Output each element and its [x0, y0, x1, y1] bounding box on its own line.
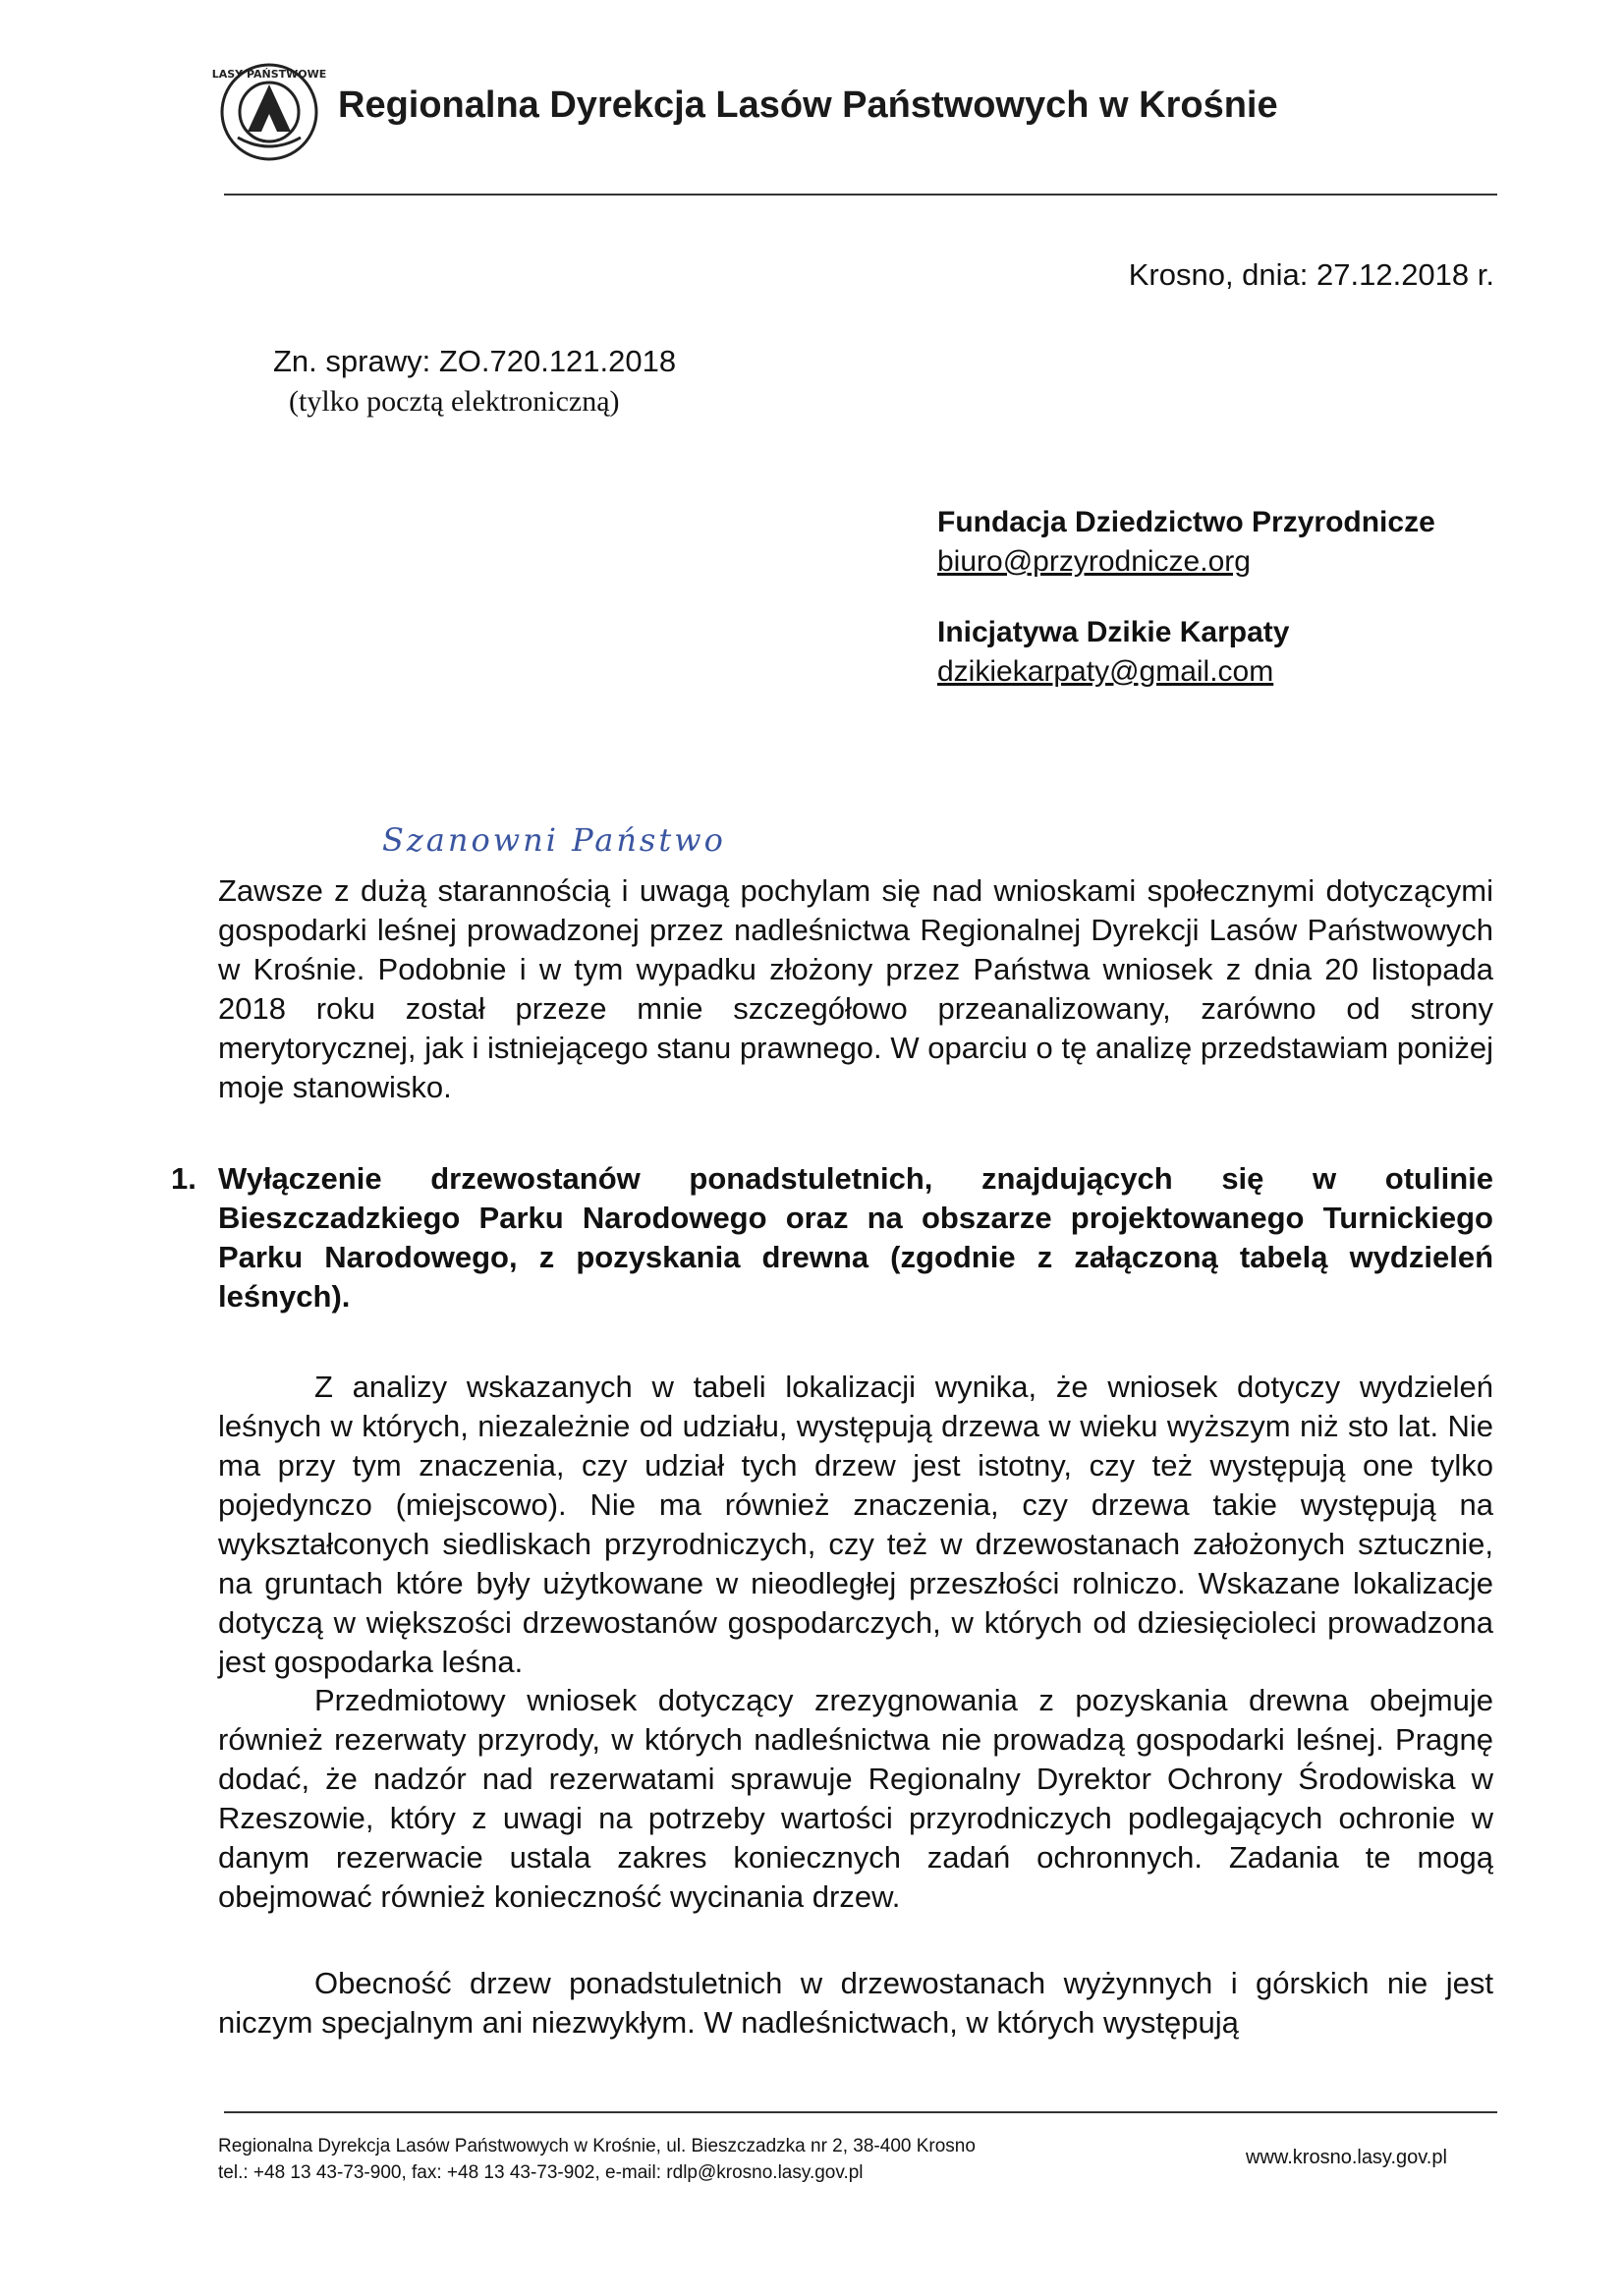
svg-text:Szanowni Państwo: Szanowni Państwo: [382, 821, 726, 859]
handwritten-salutation: [378, 808, 732, 867]
section-number: 1.: [171, 1161, 196, 1196]
footer-phone-email: tel.: +48 13 43-73-900, fax: +48 13 43-73-902, e-mail: rdlp@krosno.lasy.gov.pl: [218, 2162, 864, 2183]
delivery-note: (tylko pocztą elektroniczną): [289, 385, 620, 418]
recipient-1: [937, 506, 1435, 579]
header-divider: [224, 194, 1497, 196]
paragraph-text: Przedmiotowy wniosek dotyczący zrezygnowania z pozyskania drewna obejmuje również rezerwaty przyrody, w których nadleśnictwa nie prowadzą gospodarki leśnej. Pragnę dodać, że nadzór nad rezerwatami sprawuje Regionalny Dyrektor Ochrony Środowiska w Rzeszowie, który z uwagi na potrzeby wartości przyrodniczych podlegających ochronie w danym rezerwacie ustala zakres koniecznych zadań ochronnych. Zadania te mogą obejmować również konieczność wycinania drzew.: [218, 1683, 1493, 1914]
footer-address: Regionalna Dyrekcja Lasów Państwowych w Krośnie, ul. Bieszczadzka nr 2, 38-400 Krosno: [218, 2136, 976, 2156]
footer-contact: [218, 2133, 976, 2186]
lasy-panstwowe-logo: [211, 61, 327, 163]
case-number: Zn. sprawy: ZO.720.121.2018: [273, 344, 677, 378]
paragraph-reserves: [218, 1681, 1493, 1917]
section-title: Wyłączenie drzewostanów ponadstuletnich, znajdujących się w otulinie Bieszczadzkiego Parku Narodowego oraz na obszarze projektowanego Turnickiego Parku Narodowego, z pozyskania drewna (zgodnie z załączoną tabelą wydzieleń leśnych).: [218, 1161, 1493, 1314]
org-title: Regionalna Dyrekcja Lasów Państwowych w Krośnie: [338, 84, 1278, 126]
recipient-email-link[interactable]: biuro@przyrodnicze.org: [937, 545, 1251, 578]
recipient-email-link[interactable]: dzikiekarpaty@gmail.com: [937, 655, 1274, 688]
intro-paragraph: [218, 871, 1493, 1107]
paragraph-old-trees: [218, 1964, 1493, 2043]
recipient-2: [937, 616, 1289, 689]
letter-date: Krosno, dnia: 27.12.2018 r.: [1128, 257, 1494, 292]
recipient-name: Fundacja Dziedzictwo Przyrodnicze: [937, 506, 1435, 538]
svg-text:LASY PAŃSTWOWE: LASY PAŃSTWOWE: [211, 68, 327, 81]
paragraph-text: Zawsze z dużą starannością i uwagą pochylam się nad wnioskami społecznymi dotyczącymi gospodarki leśnej prowadzonej przez nadleśnictwa Regionalnej Dyrekcji Lasów Państwowych w Krośnie. Podobnie i w tym wypadku złożony przez Państwa wniosek z dnia 20 listopada 2018 roku został przeze mnie szczegółowo przeanalizowany, zarówno od strony merytorycznej, jak i istniejącego stanu prawnego. W oparciu o tę analizę przedstawiam poniżej moje stanowisko.: [218, 873, 1493, 1104]
recipient-name: Inicjatywa Dzikie Karpaty: [937, 616, 1290, 648]
paragraph-analysis: [218, 1368, 1493, 1682]
footer-website-link[interactable]: www.krosno.lasy.gov.pl: [1246, 2147, 1447, 2168]
footer-divider: [224, 2111, 1497, 2113]
paragraph-text: Z analizy wskazanych w tabeli lokalizacji wynika, że wniosek dotyczy wydzieleń leśnych w których, niezależnie od udziału, występują drzewa w wieku wyższym niż sto lat. Nie ma przy tym znaczenia, czy udział tych drzew jest istotny, czy też występują one tylko pojedynczo (miejscowo). Nie ma również znaczenia, czy drzewa takie występują na wykształconych siedliskach przyrodniczych, czy też w drzewostanach założonych sztucznie, na gruntach które były użytkowane w nieodległej przeszłości rolniczo. Wskazane lokalizacje dotyczą w większości drzewostanów gospodarczych, w których od dziesięcioleci prowadzona jest gospodarka leśna.: [218, 1370, 1493, 1679]
paragraph-text: Obecność drzew ponadstuletnich w drzewostanach wyżynnych i górskich nie jest niczym specjalnym ani niezwykłym. W nadleśnictwach, w których występują: [218, 1966, 1493, 2040]
